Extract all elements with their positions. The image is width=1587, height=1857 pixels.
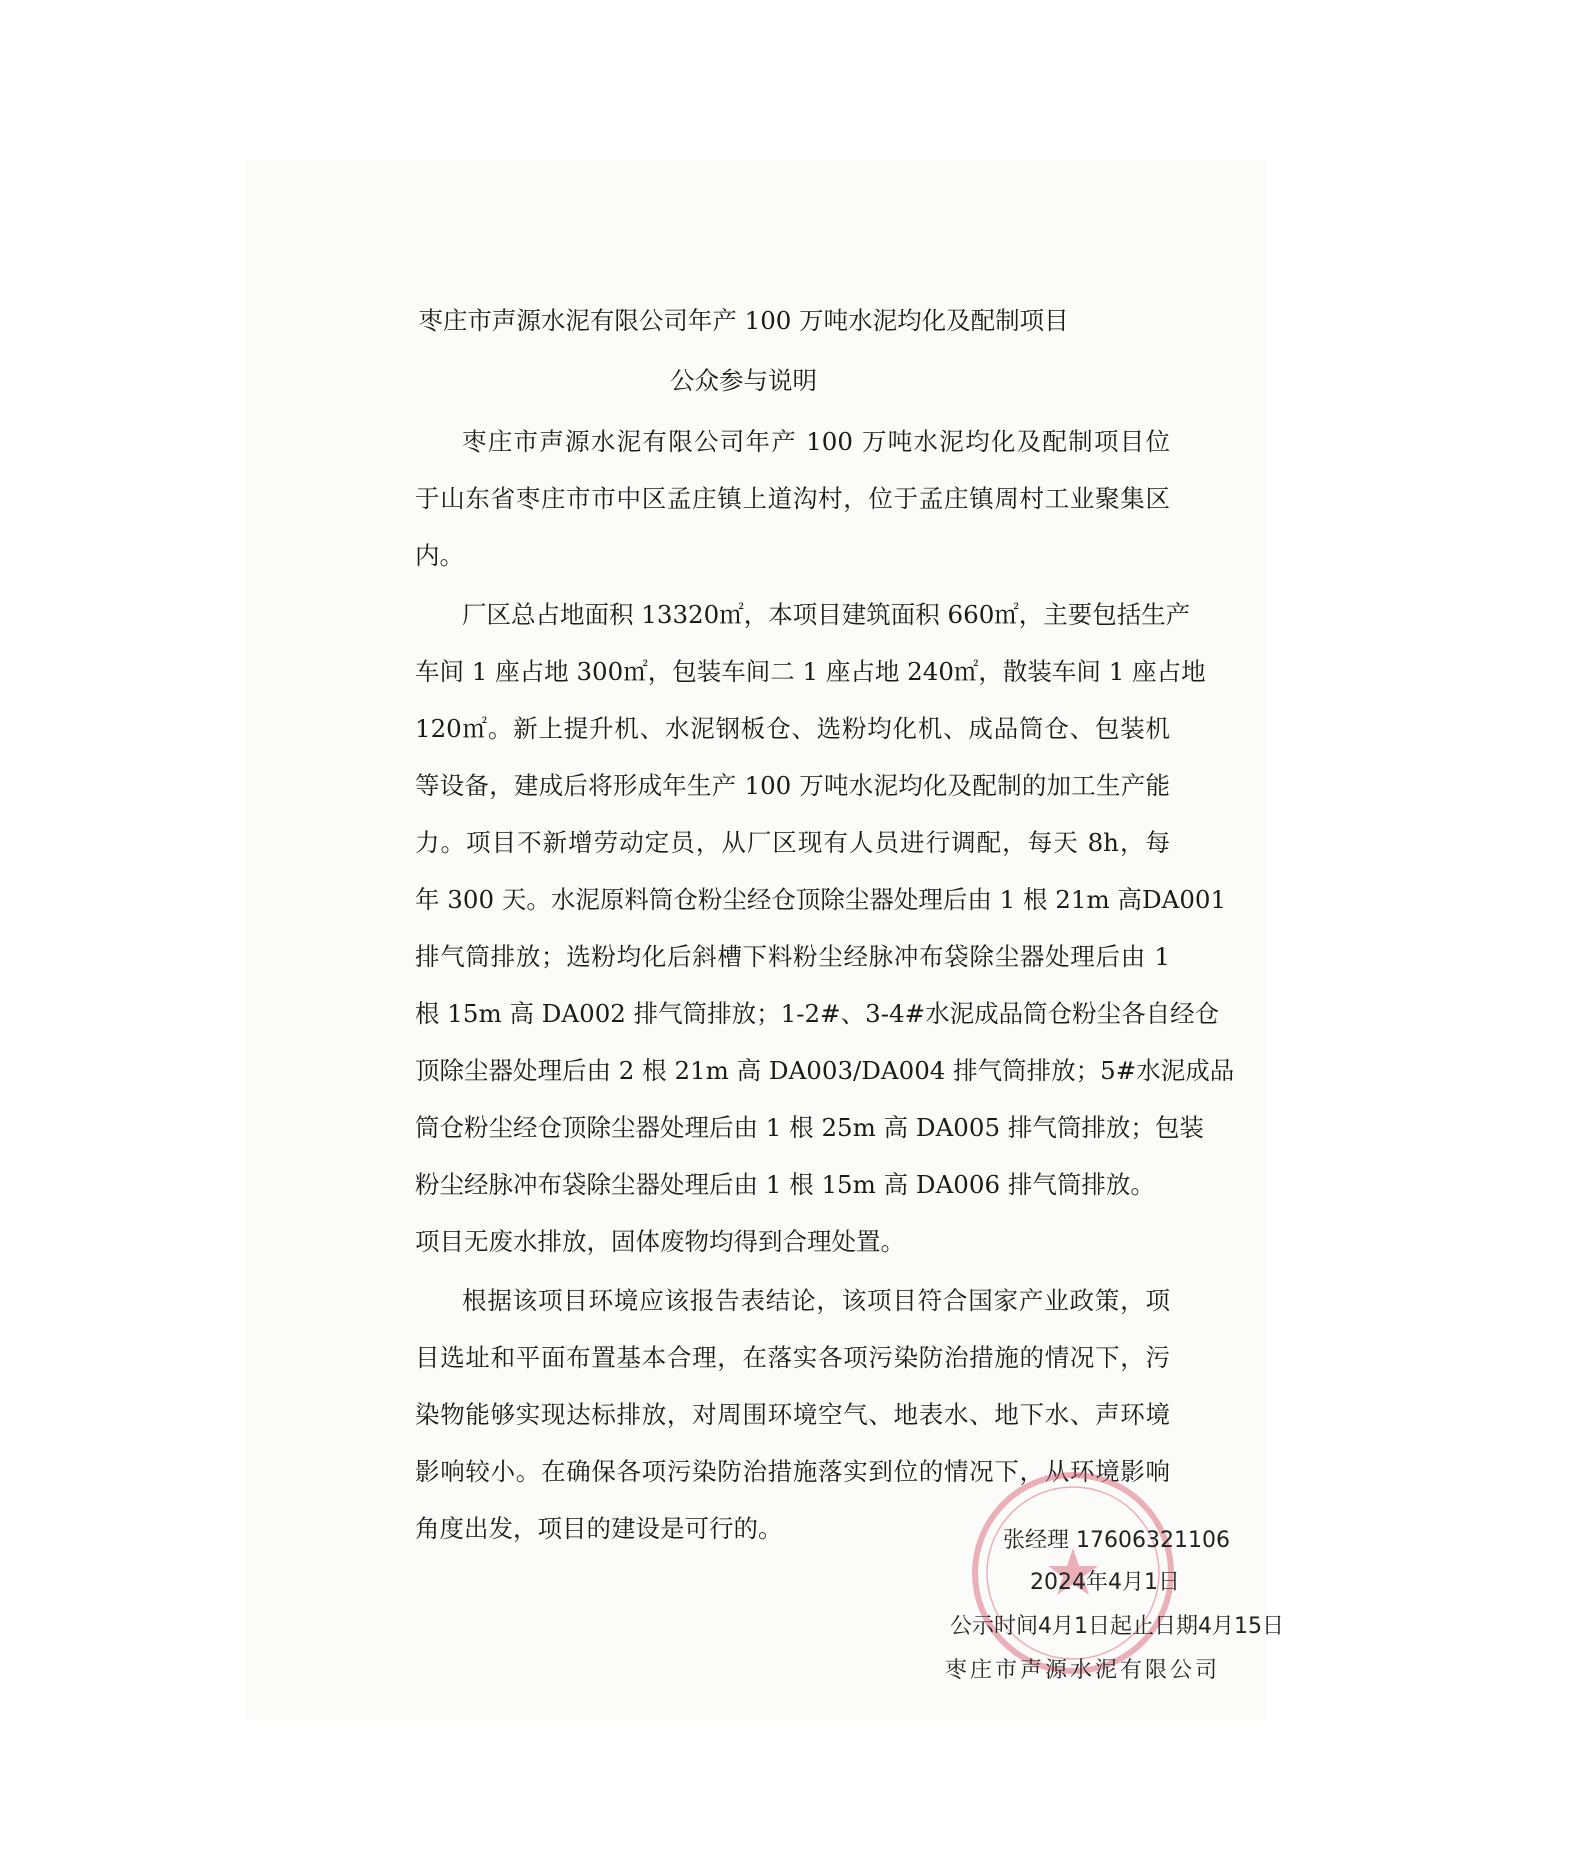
paragraph-line: 根 15m 高 DA002 排气筒排放；1-2#、3-4#水泥成品筒仓粉尘各自经仓 — [415, 999, 1220, 1028]
paragraph-line: 内。 — [415, 541, 464, 570]
paragraph-line: 年 300 天。水泥原料筒仓粉尘经仓顶除尘器处理后由 1 根 21m 高DA001 — [415, 885, 1227, 914]
paragraph-line: 粉尘经脉冲布袋除尘器处理后由 1 根 15m 高 DA006 排气筒排放。 — [415, 1170, 1155, 1199]
publicity-period: 公示时间4月1日起止日期4月15日 — [950, 1614, 1284, 1639]
paragraph-line: 120㎡。新上提升机、水泥钢板仓、选粉均化机、成品筒仓、包装机 — [415, 714, 1170, 743]
company-name: 枣庄市声源水泥有限公司 — [945, 1658, 1221, 1683]
contact-info: 张经理 17606321106 — [1003, 1528, 1230, 1553]
paragraph-line: 枣庄市声源水泥有限公司年产 100 万吨水泥均化及配制项目位 — [462, 427, 1170, 456]
paragraph-line: 厂区总占地面积 13320㎡，本项目建筑面积 660㎡，主要包括生产 — [462, 600, 1191, 629]
paragraph-line: 顶除尘器处理后由 2 根 21m 高 DA003/DA004 排气筒排放；5#水泥成品 — [415, 1056, 1235, 1085]
paragraph-line: 项目无废水排放，固体废物均得到合理处置。 — [415, 1227, 905, 1256]
document-title: 枣庄市声源水泥有限公司年产 100 万吨水泥均化及配制项目 — [418, 306, 1069, 335]
paragraph-line: 影响较小。在确保各项污染防治措施落实到位的情况下，从环境影响 — [415, 1457, 1170, 1486]
paragraph-line: 排气筒排放；选粉均化后斜槽下料粉尘经脉冲布袋除尘器处理后由 1 — [415, 942, 1170, 971]
paragraph-line: 等设备，建成后将形成年生产 100 万吨水泥均化及配制的加工生产能 — [415, 771, 1170, 800]
paragraph-line: 目选址和平面布置基本合理，在落实各项污染防治措施的情况下，污 — [415, 1343, 1170, 1372]
paragraph-line: 根据该项目环境应该报告表结论，该项目符合国家产业政策，项 — [462, 1286, 1170, 1315]
paragraph-line: 于山东省枣庄市市中区孟庄镇上道沟村，位于孟庄镇周村工业聚集区 — [415, 484, 1170, 513]
document-subtitle: 公众参与说明 — [670, 366, 817, 395]
signature-date: 2024年4月1日 — [1030, 1570, 1180, 1595]
paragraph-line: 筒仓粉尘经仓顶除尘器处理后由 1 根 25m 高 DA005 排气筒排放；包装 — [415, 1113, 1204, 1142]
paragraph-line: 车间 1 座占地 300㎡，包装车间二 1 座占地 240㎡，散装车间 1 座占地 — [415, 657, 1206, 686]
paragraph-line: 染物能够实现达标排放，对周围环境空气、地表水、地下水、声环境 — [415, 1400, 1170, 1429]
paragraph-line: 力。项目不新增劳动定员，从厂区现有人员进行调配，每天 8h，每 — [415, 828, 1170, 857]
paragraph-line: 角度出发，项目的建设是可行的。 — [415, 1514, 783, 1543]
